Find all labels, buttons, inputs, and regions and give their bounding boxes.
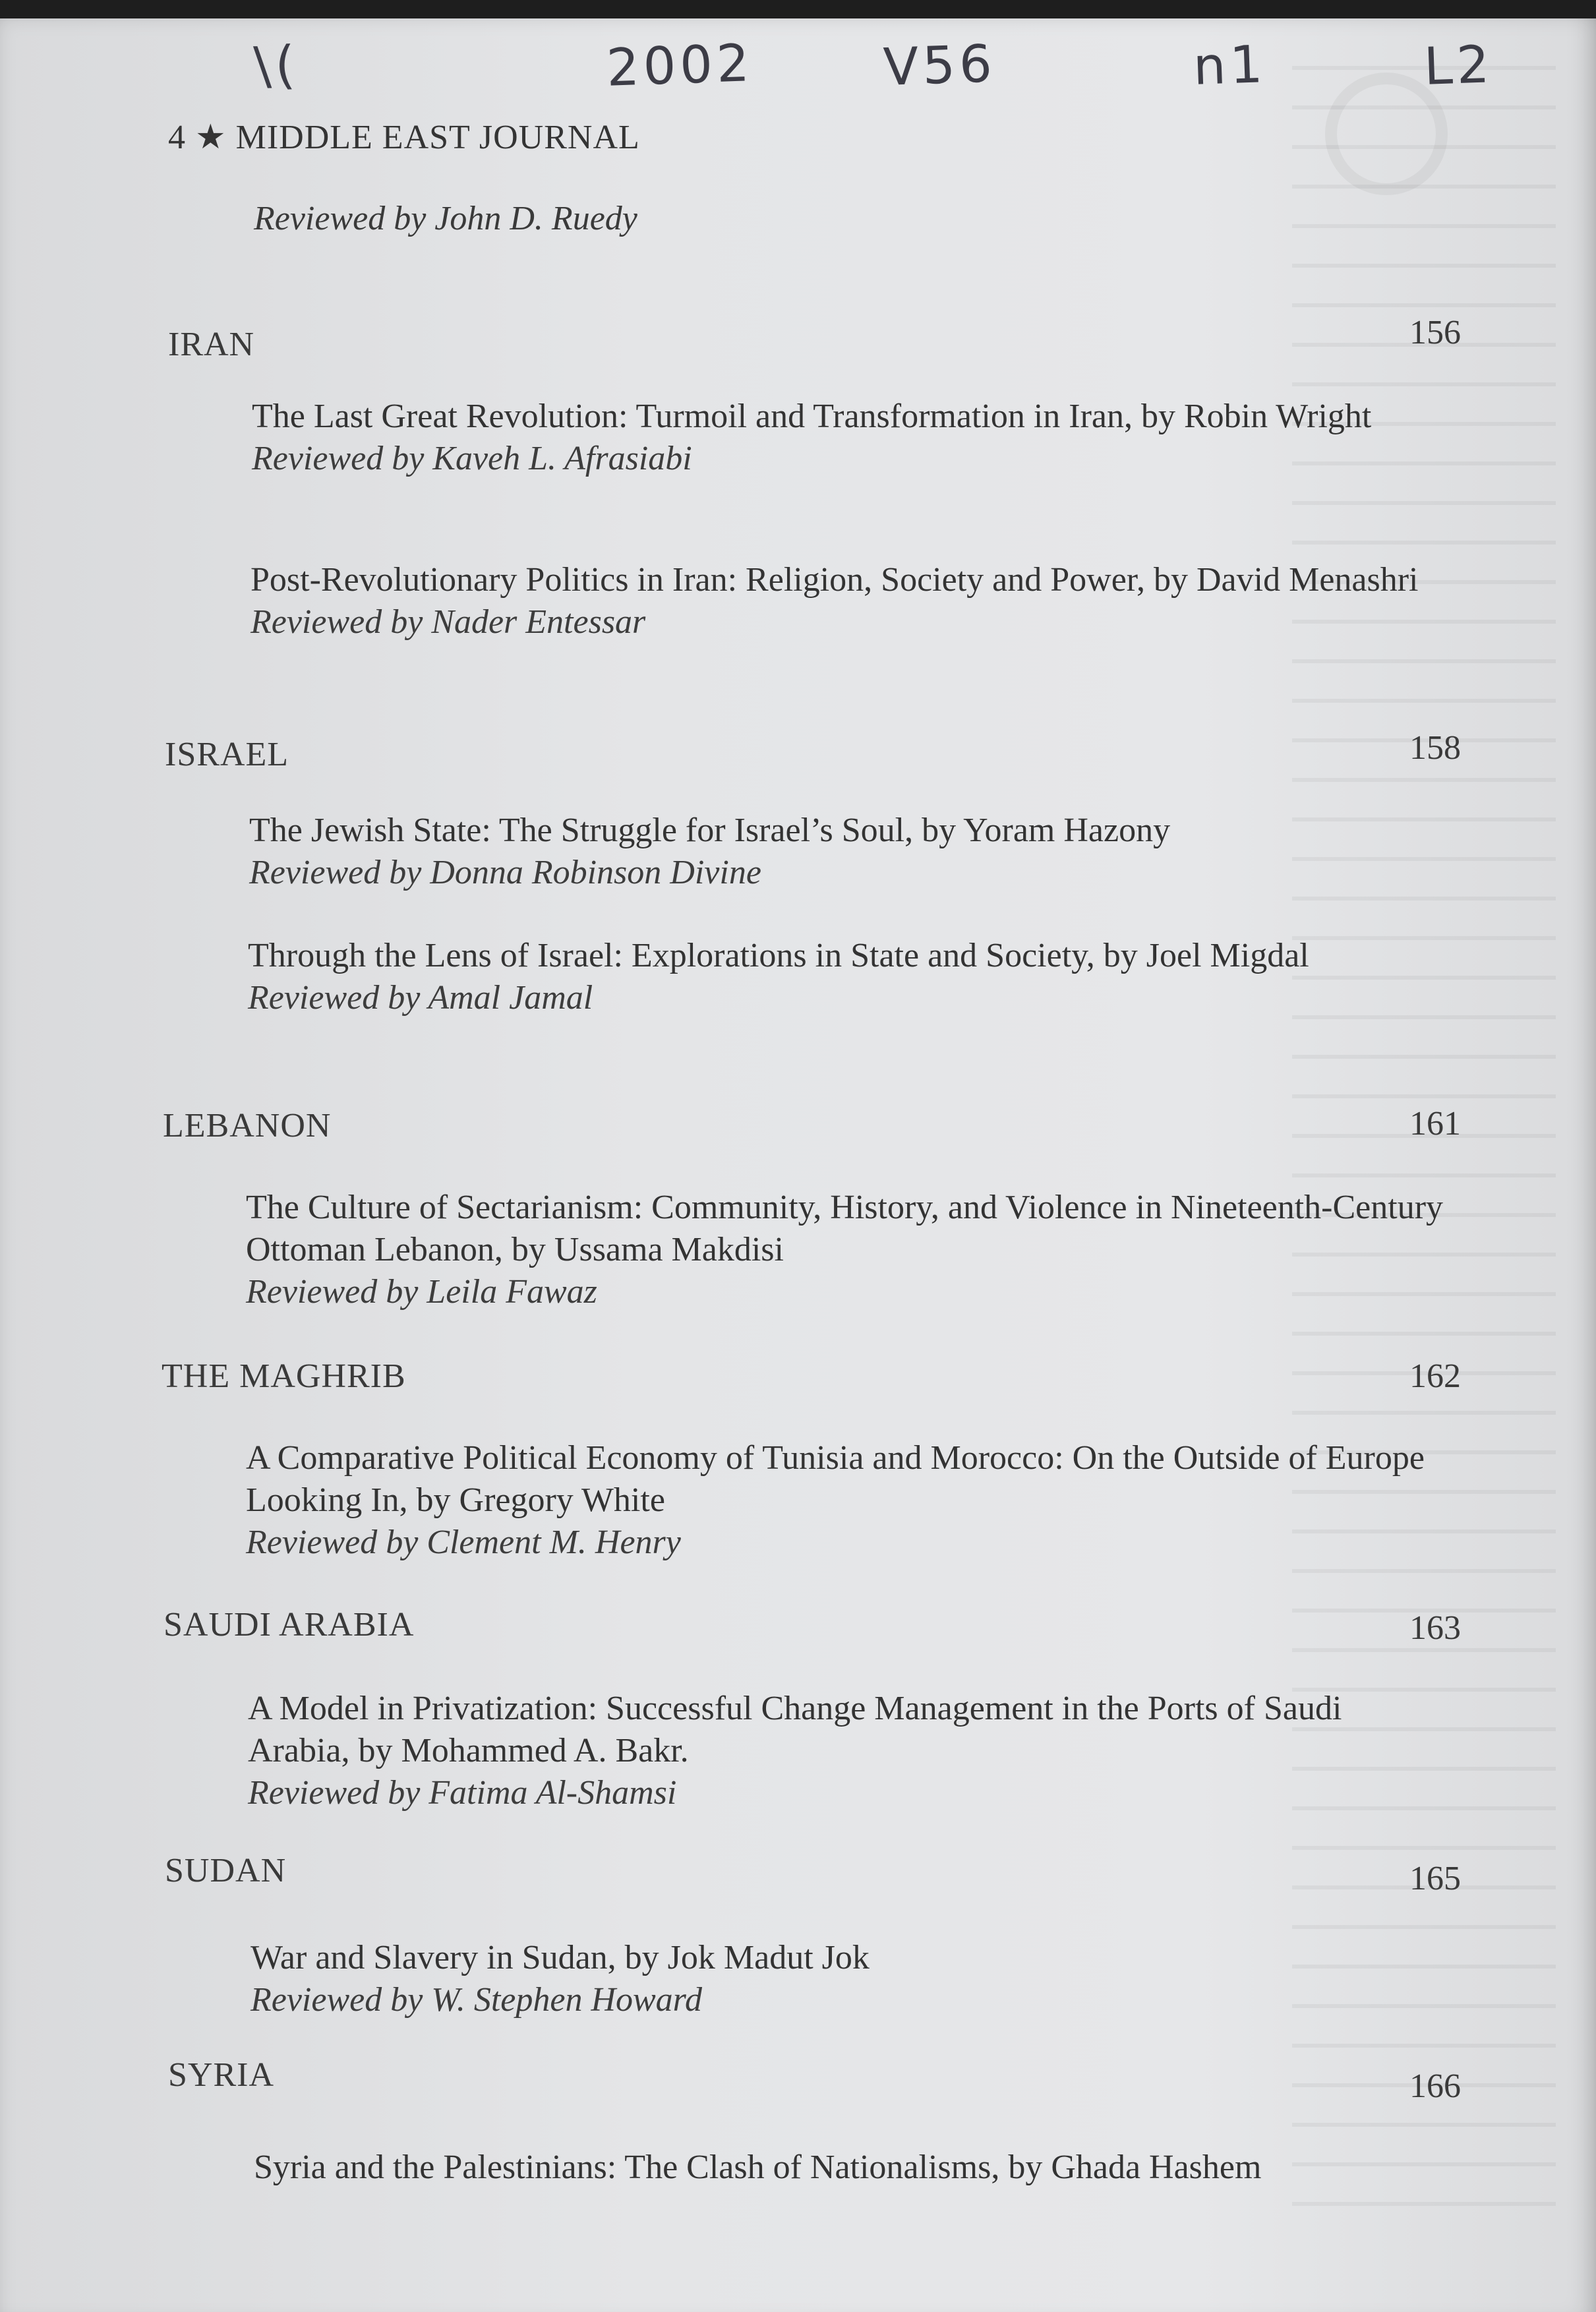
book-reviewer: Reviewed by Fatima Al-Shamsi (248, 1774, 677, 1812)
book-reviewer: Reviewed by Amal Jamal (248, 979, 593, 1017)
book-title: A Model in Privatization: Successful Change Management in the Ports of Saudi Arabia, by Mohammed A. Bakr. (248, 1690, 1342, 1769)
book-title: Through the Lens of Israel: Explorations in State and Society, by Joel Migdal (248, 937, 1309, 974)
section-heading-maghrib: THE MAGHRIB (162, 1357, 406, 1395)
book-reviewer: Reviewed by Leila Fawaz (246, 1273, 597, 1311)
section-page-sudan: 165 (1409, 1860, 1461, 1897)
handwritten-mark-2: L2 (1423, 35, 1494, 97)
section-page-iran: 156 (1409, 314, 1461, 351)
book-title: Post-Revolutionary Politics in Iran: Religion, Society and Power, by David Menashri (251, 561, 1419, 599)
book-reviewer: Reviewed by Clement M. Henry (246, 1524, 681, 1561)
book-reviewer: Reviewed by Kaveh L. Afrasiabi (252, 440, 692, 477)
book-title: A Comparative Political Economy of Tunisia and Morocco: On the Outside of Europe Looking In, by Gregory White (246, 1439, 1425, 1519)
section-heading-lebanon: LEBANON (163, 1107, 332, 1144)
book-entry (251, 1937, 1457, 2021)
section-heading-syria: SYRIA (168, 2056, 275, 2094)
bleed-through-texture (1292, 66, 1556, 2241)
top-reviewer: Reviewed by John D. Ruedy (254, 200, 637, 237)
section-page-maghrib: 162 (1409, 1357, 1461, 1395)
section-heading-iran: IRAN (168, 326, 255, 363)
book-entry (248, 1688, 1388, 1814)
book-title: The Culture of Sectarianism: Community, History, and Violence in Nineteenth-Century Ottoman Lebanon, by Ussama Makdisi (246, 1189, 1444, 1268)
section-page-syria: 166 (1409, 2067, 1461, 2105)
running-head: 4 ★ MIDDLE EAST JOURNAL (168, 119, 640, 156)
book-entry (246, 1187, 1465, 1313)
book-entry (246, 1437, 1452, 1564)
book-title: The Jewish State: The Struggle for Israel’s Soul, by Yoram Hazony (249, 812, 1171, 849)
book-reviewer: Reviewed by Donna Robinson Divine (249, 854, 761, 891)
section-heading-sudan: SUDAN (165, 1852, 287, 1889)
handwritten-mark-1: \( (252, 35, 301, 97)
section-heading-israel: ISRAEL (165, 736, 289, 773)
book-entry (251, 559, 1457, 643)
book-entry (252, 396, 1458, 480)
book-entry (249, 810, 1456, 894)
section-page-israel: 158 (1409, 729, 1461, 767)
book-entry (254, 2147, 1460, 2189)
book-title: Syria and the Palestinians: The Clash of Nationalisms, by Ghada Hashem (254, 2149, 1262, 2186)
section-page-lebanon: 161 (1409, 1105, 1461, 1142)
handwritten-volume: V56 (882, 34, 997, 98)
book-entry (248, 935, 1454, 1019)
handwritten-number: n1 (1192, 35, 1268, 97)
book-title: The Last Great Revolution: Turmoil and Transformation in Iran, by Robin Wright (252, 398, 1372, 435)
section-page-saudi-arabia: 163 (1409, 1609, 1461, 1647)
book-title: War and Slavery in Sudan, by Jok Madut Jok (251, 1939, 870, 1976)
book-reviewer: Reviewed by W. Stephen Howard (251, 1981, 702, 2019)
section-heading-saudi-arabia: SAUDI ARABIA (163, 1606, 415, 1644)
page-top-edge (0, 0, 1596, 18)
handwritten-year: 2002 (605, 34, 755, 98)
book-reviewer: Reviewed by Nader Entessar (251, 603, 646, 641)
